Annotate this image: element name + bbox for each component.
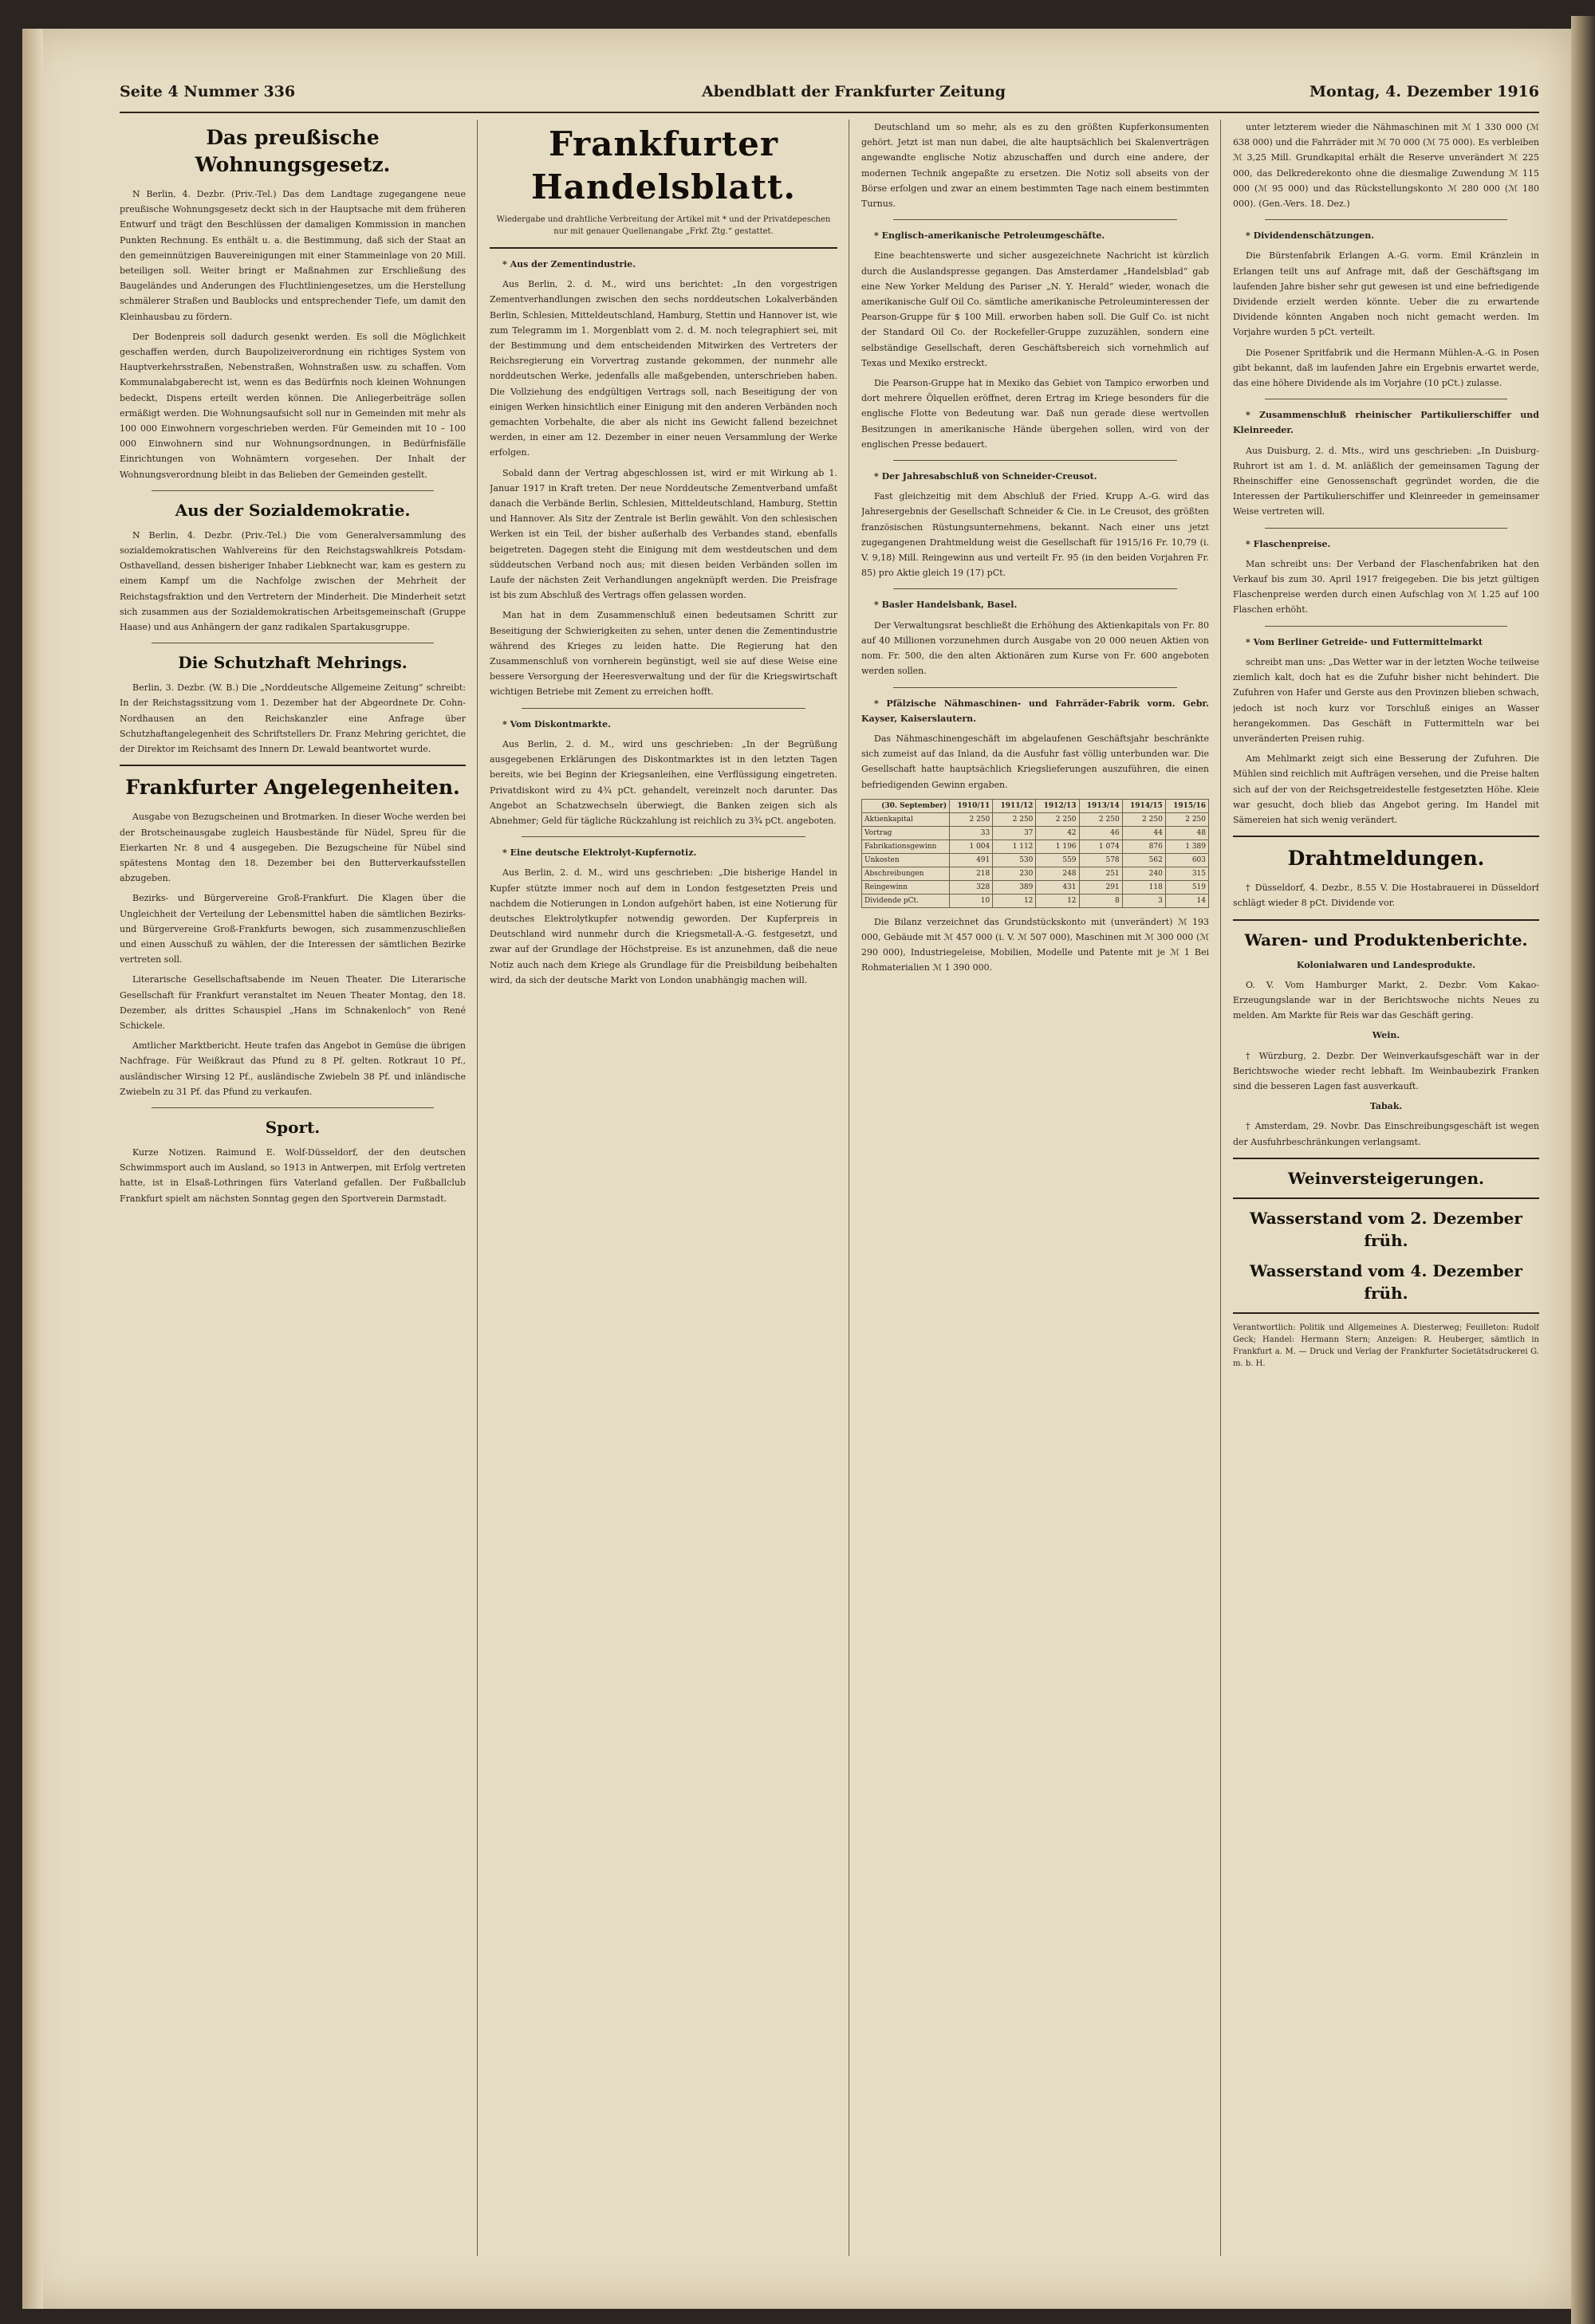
table-cell: 1 074: [1079, 840, 1122, 853]
table-cell: Abschreibungen: [862, 867, 950, 880]
separator: [522, 708, 805, 709]
separator: [522, 836, 805, 837]
table-cell: 3: [1122, 894, 1165, 907]
section-rule: [1233, 1197, 1539, 1199]
section-heading: Waren- und Produktenberichte.: [1244, 930, 1528, 950]
table-cell: 328: [950, 880, 993, 894]
table-cell: 2 250: [993, 812, 1036, 826]
table-cell: 578: [1079, 853, 1122, 867]
table-cell: 218: [950, 867, 993, 880]
article-paragraph: † Amsterdam, 29. Novbr. Das Einschreibungsgeschäft ist wegen der Ausfuhrbeschränkungen verlangsamt.: [1233, 1121, 1539, 1147]
article-heading-inline: * Vom Diskontmarkte.: [502, 718, 611, 729]
section-rule: [1233, 1158, 1539, 1159]
article-paragraph: Literarische Gesellschaftsabende im Neuen Theater. Die Literarische Gesellschaft für Frankfurt veranstaltet im Neuen Theater Montag, den 18. Dezember, als drittes Schauspiel „Hans im Schnakenloch“ von René Schickele.: [120, 974, 466, 1031]
table-cell: 230: [993, 867, 1036, 880]
table-cell: 431: [1036, 880, 1079, 894]
table-row: [862, 867, 1209, 880]
article-paragraph: Am Mehlmarkt zeigt sich eine Besserung der Zufuhren. Die Mühlen sind reichlich mit Aufträgen versehen, und die Preise halten sich auf der von der Reichsgetreidestelle festgesetzten Höhe. Kleie war gesucht, doch blieb das Angebot gering. Im Handel mit Sämereien hat sich wenig verändert.: [1233, 753, 1539, 825]
article-paragraph: Eine beachtenswerte und sicher ausgezeichnete Nachricht ist kürzlich durch die Auslandspresse gegangen. Das Amsterdamer „Handelsblad“ gab eine New Yorker Meldung des Pariser „N. Y. Herald“ wieder, wonach die amerikanische Gulf Oil Co. sämtliche amerikanische Petroleuminteressen der Pearson-Gruppe für $ 100 Mill. erworben haben soll. Die Gulf Co. ist nicht der Standard Oil Co. der Rockefeller-Gruppe zuzuzählen, sondern eine selbständige Gesellschaft, deren Geschäftsbereich sich vornehmlich auf Texas und Mexiko erstreckt.: [861, 250, 1209, 368]
table-cell: 44: [1122, 826, 1165, 840]
separator: [152, 490, 434, 491]
table-cell: 2 250: [1036, 812, 1079, 826]
article-heading-inline: * Pfälzische Nähmaschinen- und Fahrräder-Fabrik vorm. Gebr. Kayser, Kaiserslautern.: [861, 698, 1209, 724]
table-row: [862, 894, 1209, 907]
article-heading-inline: * Eine deutsche Elektrolyt-Kupfernotiz.: [502, 847, 697, 859]
separator: [893, 460, 1177, 461]
table-cell: 48: [1165, 826, 1208, 840]
article-heading-inline: * Der Jahresabschluß von Schneider-Creusot.: [874, 471, 1097, 482]
article-paragraph: Aus Berlin, 2. d. M., wird uns geschrieben: „Die bisherige Handel in Kupfer stützte immer noch auf dem in London festgesetzten Preis und nachdem die Notierungen in London aufgehört haben, ist eine Notierung für deutsches Elektrolytkupfer notwendig geworden. Der Kupferpreis in Deutschland wird nunmehr durch die Kriegsmetall-A.-G. festgesetzt, und zwar auf der Grundlage der Höchstpreise. Es ist anzunehmen, daß die neue Notiz auch nach dem Kriege als Grundlage für die Preisbildung beibehalten wird, da sich der deutsche Markt von London unabhängig machen will.: [490, 867, 837, 985]
table-cell: 8: [1079, 894, 1122, 907]
section-heading: Frankfurter Angelegenheiten.: [125, 776, 460, 800]
article-paragraph: Aus Berlin, 2. d. M., wird uns geschrieben: „In der Begrüßung ausgegebenen Erklärungen des Diskontmarktes ist in den letzten Tagen bereits, wie bei Beginn der Kriegsanleihen, eine Verflüssigung eingetreten. Privatdiskont wird zu 4¾ pCt. gehandelt, vereinzelt noch darunter. Das Angebot an Schatzwechseln überwiegt, die Banken zeigen sich als Abnehmer; Geld für tägliche Rückzahlung ist reichlich zu 3¾ pCt. angeboten.: [490, 738, 837, 826]
table-header-cell: 1913/14: [1079, 799, 1122, 812]
subheading: Tabak.: [1369, 1101, 1403, 1112]
table-cell: 251: [1079, 867, 1122, 880]
table-cell: 1 112: [993, 840, 1036, 853]
table-header-row: [862, 799, 1209, 812]
section-heading: Weinversteigerungen.: [1288, 1168, 1484, 1188]
table-cell: 33: [950, 826, 993, 840]
table-header-cell: 1914/15: [1122, 799, 1165, 812]
table-cell: 2 250: [950, 812, 993, 826]
page-header: [120, 83, 1539, 115]
issue-date: Montag, 4. Dezember 1916: [1309, 83, 1539, 100]
article-heading-inline: * Basler Handelsbank, Basel.: [874, 600, 1018, 611]
section-rule: [120, 765, 466, 766]
paper-title: Abendblatt der Frankfurter Zeitung: [702, 83, 1006, 100]
table-cell: Dividende pCt.: [862, 894, 950, 907]
table-cell: 2 250: [1165, 812, 1208, 826]
table-header-cell: 1910/11: [950, 799, 993, 812]
article-paragraph: Bezirks- und Bürgervereine Groß-Frankfurt. Die Klagen über die Ungleichheit der Verteilung der Lebensmittel haben die sämtlichen Bezirks- und Bürgervereine Groß-Frankfurts bewogen, sich zusammenzuschließen und einen Ausschuß zu wählen, der die Interessen der sämtlichen Bezirke vertreten soll.: [120, 893, 466, 965]
section-heading: Sport.: [265, 1117, 321, 1137]
article-paragraph: Die Pearson-Gruppe hat in Mexiko das Gebiet von Tampico erworben und dort mehrere Ölquellen eröffnet, deren Ertrag im Kriege besonders für die englische Flotte von Bedeutung war. Daß nun gerade diese wertvollen Besitzungen in amerikanische Hände übergehen sollen, wird von der englischen Presse bedauert.: [861, 378, 1209, 450]
table-body: [862, 812, 1209, 907]
column-rule: [477, 120, 478, 2256]
table-cell: 876: [1122, 840, 1165, 853]
section-rule: [490, 247, 837, 249]
table-header-cell: 1915/16: [1165, 799, 1208, 812]
table-cell: Aktienkapital: [862, 812, 950, 826]
article-paragraph: Deutschland um so mehr, als es zu den größten Kupferkonsumenten gehört. Jetzt ist man nun dabei, die alte hauptsächlich bei Skalenverträgen angewandte englische Notiz abzuschaffen und durch eine andere, der modernen Technik angepaßte zu ersetzen. Die Notiz soll abseits von der Börse erfolgen und zwar an einem bestimmten Tage nach einem bestimmten Turnus.: [861, 122, 1209, 210]
table-row: [862, 853, 1209, 867]
article-paragraph: Die Bilanz verzeichnet das Grundstückskonto mit (unverändert) ℳ 193 000, Gebäude mit ℳ 457 000 (i. V. ℳ 507 000), Maschinen mit ℳ 300 000 (ℳ 290 000), Industriegeleise, Mobilien, Modelle und Patente mit je ℳ 1 Bei Rohmaterialien ℳ 1 390 000.: [861, 916, 1209, 973]
article-paragraph: Die Posener Spritfabrik und die Hermann Mühlen-A.-G. in Posen gibt bekannt, daß im laufenden Jahre ein Ergebnis erwartet werde, das eine höhere Dividende als im Vorjahre (10 pCt.) zulasse.: [1233, 347, 1539, 389]
article-paragraph: Kurze Notizen. Raimund E. Wolf-Düsseldorf, der den deutschen Schwimmsport auch im Ausland, so 1913 in Antwerpen, mit Erfolg vertreten hatte, ist in Elsaß-Lothringen fürs Vaterland gefallen. Der Fußballclub Frankfurt spielt am nächsten Sonntag gegen den Sportverein Darmstadt.: [120, 1146, 466, 1204]
table-cell: 562: [1122, 853, 1165, 867]
masthead-subtitle: Wiedergabe und drahtliche Verbreitung der Artikel mit * und der Privatdepeschen nur mit genauer Quellenangabe „Frkf. Ztg.“ gestattet.: [496, 215, 831, 236]
table-header-cell: 1912/13: [1036, 799, 1079, 812]
table-cell: 291: [1079, 880, 1122, 894]
table-cell: 491: [950, 853, 993, 867]
article-paragraph: Ausgabe von Bezugscheinen und Brotmarken. In dieser Woche werden bei der Brotscheinausgabe zugleich Hausbestände für Nüdel, Spreu für die Eierkarten Nr. 8 und 4 ausgegeben. Die Bezugscheine für Nübel sind spätestens Montag den 18. Dezember bei den Butterverkaufsstellen abzugeben.: [120, 812, 466, 884]
table-row: [862, 812, 1209, 826]
table-cell: 12: [993, 894, 1036, 907]
article-heading-inline: * Vom Berliner Getreide- und Futtermittelmarkt: [1246, 636, 1483, 647]
table-cell: 12: [1036, 894, 1079, 907]
section-rule: [1233, 1312, 1539, 1314]
table-cell: 530: [993, 853, 1036, 867]
article-paragraph: N Berlin, 4. Dezbr. (Priv.-Tel.) Das dem Landtage zugegangene neue preußische Wohnungsgesetz deckt sich in der Hauptsache mit dem früheren Entwurf und trägt den Beschlüssen der damaligen Kommission in manchen Punkten Rechnung. Es enthält u. a. die Bestimmung, daß sich der Staat an den gemeinnützigen Bauvereinigungen mit einer Stammeinlage von 20 Mill. beteiligen soll. Weiter bringt er Maßnahmen zur Erschließung des Baugeländes und Anderungen des Fluchtliniengesetzes, um die Herstellung schmälerer Straßen und Baublocks und entsprechender Tiefe, um damit den Kleinhausbau zu fördern.: [120, 189, 466, 322]
separator: [893, 588, 1177, 589]
column-rule: [1220, 120, 1221, 2256]
article-paragraph: Man schreibt uns: Der Verband der Flaschenfabriken hat den Verkauf bis zum 30. April 1917 freigegeben. Die bis jetzt gültigen Flaschenpreise werden durch einen Aufschlag von ℳ 1.25 auf 100 Flaschen erhöht.: [1233, 558, 1539, 615]
table-cell: Vortrag: [862, 826, 950, 840]
table-cell: 42: [1036, 826, 1079, 840]
article-heading: Die Schutzhaft Mehrings.: [178, 653, 408, 673]
table-cell: 118: [1122, 880, 1165, 894]
table-cell: 315: [1165, 867, 1208, 880]
article-paragraph: O. V. Vom Hamburger Markt, 2. Dezbr. Vom Kakao-Erzeugungslande war in der Berichtswoche nichts Neues zu melden. Am Markte für Reis war das Geschäft gering.: [1233, 979, 1539, 1021]
separator: [1265, 528, 1507, 529]
section-heading: Wasserstand vom 2. Dezember früh.: [1250, 1208, 1522, 1250]
article-heading-inline: * Aus der Zementindustrie.: [502, 259, 636, 269]
section-masthead: Frankfurter Handelsblatt.: [530, 124, 797, 206]
balance-table: [861, 799, 1209, 908]
table-cell: 2 250: [1122, 812, 1165, 826]
section-heading: Drahtmeldungen.: [1287, 847, 1485, 871]
article-paragraph: Aus Berlin, 2. d. M., wird uns berichtet: „In den vorgestrigen Zementverhandlungen zwischen den sechs norddeutschen Lokalverbänden Berlin, Schlesien, Mitteldeutschland, Hamburg, Stettin und Hannover ist, wie zum Telegramm im 1. Morgenblatt vom 2. d. M. noch telegraphiert sei, mit der Bestimmung und dem entscheidenden Mitwirken des Vertreters der Reichsregierung ein Vorvertrag zustande gekommen, der nunmehr alle norddeutschen Werke, jedenfalls alle maßgebenden, unterschrieben haben. Die Vollziehung des endgültigen Vertrags soll, nach Beseitigung der von einigen Werken hinsichtlich einer Einigung mit den anderen Verbänden noch gemachten Vorbehalte, die aber als nicht ins Gewicht fallend bezeichnet werden, in einer am 12. Dezember in einer neuen Versammlung der Werke erfolgen.: [490, 279, 837, 458]
table-cell: 10: [950, 894, 993, 907]
article-paragraph: Man hat in dem Zusammenschluß einen bedeutsamen Schritt zur Beseitigung der Schwierigkeiten zu sehen, unter denen die Zementindustrie während des Krieges zu leiden hatte. Die Regierung hat den Zusammenschluß von vornherein begünstigt, weil sie auf diese Weise eine bessere Versorgung der Heeresverwaltung und der für die Kriegswirtschaft wichtigen Betriebe mit Zement zu erreichen hofft.: [490, 610, 837, 698]
article-heading-inline: * Dividendenschätzungen.: [1246, 230, 1375, 242]
column-2: [490, 120, 837, 2264]
section-heading: Wasserstand vom 4. Dezember früh.: [1250, 1260, 1522, 1303]
table-cell: 1 004: [950, 840, 993, 853]
subheading: Kolonialwaren und Landesprodukte.: [1296, 959, 1476, 970]
article-heading: Aus der Sozialdemokratie.: [175, 500, 411, 520]
article-paragraph: N Berlin, 4. Dezbr. (Priv.-Tel.) Die vom Generalversammlung des sozialdemokratischen Wahlvereins für den Reichstagswahlkreis Potsdam-Osthavelland, dessen bisheriger Inhaber Liebknecht war, kam es gestern zu einem Kampf um die Nachfolge zwischen der Mehrheit der Reichstagsfraktion und den Vertretern der Minderheit. Die Minderheit setzt sich zusammen aus der Sozialdemokratischen Arbeitsgemeinschaft (Gruppe Haase) und aus Anhängern der ganz radikalen Spartakusgruppe.: [120, 529, 466, 633]
table-cell: 519: [1165, 880, 1208, 894]
section-rule: [1233, 919, 1539, 921]
table-header-cell: 1911/12: [993, 799, 1036, 812]
article-paragraph: Aus Duisburg, 2. d. Mts., wird uns geschrieben: „In Duisburg-Ruhrort ist am 1. d. M. anläßlich der gemeinsamen Tagung der Rheinschiffer eine Genossenschaft gegründet worden, die die Interessen der Partikulierschiffer und Kleinreeder in gemeinsamer Weise vertreten will.: [1233, 445, 1539, 517]
article-paragraph: Der Verwaltungsrat beschließt die Erhöhung des Aktienkapitals von Fr. 80 auf 40 Millionen vorzunehmen durch Ausgabe von 20 000 neuen Aktien von nom. Fr. 500, die den alten Aktionären zum Kurse von Fr. 600 angeboten werden sollen.: [861, 619, 1209, 677]
table-cell: 1 196: [1036, 840, 1079, 853]
table-cell: Unkosten: [862, 853, 950, 867]
article-paragraph: unter letzterem wieder die Nähmaschinen mit ℳ 1 330 000 (ℳ 638 000) und die Fahrräder mit ℳ 70 000 (ℳ 75 000). Es verbleiben ℳ 3,25 Mill. Grundkapital erhält die Reserve unverändert ℳ 225 000, das Delkrederekonto ohne die diesmalige Zuwendung ℳ 115 000 (ℳ 95 000) und das Rückstellungskonto ℳ 280 000 (ℳ 180 000). (Gen.-Vers. 18. Dez.): [1233, 122, 1539, 210]
article-paragraph: † Würzburg, 2. Dezbr. Der Weinverkaufsgeschäft war in der Berichtswoche wieder recht lebhaft. Im Weinbaubezirk Franken sind die besseren Lagen fast ausverkauft.: [1233, 1050, 1539, 1091]
table-row: [862, 840, 1209, 853]
separator: [893, 219, 1177, 220]
column-4: [1233, 120, 1539, 2264]
article-paragraph: Berlin, 3. Dezbr. (W. B.) Die „Norddeutsche Allgemeine Zeitung“ schreibt: In der Reichstagssitzung vom 1. Dezember hat der Abgeordnete Dr. Cohn-Nordhausen an den Reichskanzler eine Anfrage über Schutzhaftangelegenheit des Schriftstellers Dr. Franz Mehring gerichtet, die der Direktor im Reichsamt des Innern Dr. Lewald beantwortet wurde.: [120, 682, 466, 755]
table-cell: 37: [993, 826, 1036, 840]
separator: [1265, 626, 1507, 627]
table-cell: 248: [1036, 867, 1079, 880]
subheading: Wein.: [1372, 1030, 1400, 1041]
table-cell: 240: [1122, 867, 1165, 880]
article-heading-inline: * Zusammenschluß rheinischer Partikulierschiffer und Kleinreeder.: [1233, 410, 1539, 436]
imprint: Verantwortlich: Politik und Allgemeines A. Diesterweg; Feuilleton: Rudolf Geck; Handel: Hermann Stern; Anzeigen: R. Heuberger, sämtlich in Frankfurt a. M. — Druck und Verlag der Frankfurter Societätsdruckerei G. m. b. H.: [1233, 1323, 1539, 1368]
article-paragraph: Amtlicher Marktbericht. Heute trafen das Angebot in Gemüse die übrigen Nachfrage. Für Weißkraut das Pfund zu 8 Pf. gelten. Rotkraut 10 Pf., ausländischer Wirsing 12 Pf., ausländische Zwiebeln 38 Pf. und inländische Zwiebeln zu 31 Pf. das Pfund zu verkaufen.: [120, 1040, 466, 1097]
page-stack-edge: [1571, 16, 1595, 2324]
table-cell: 2 250: [1079, 812, 1122, 826]
article-heading-inline: * Flaschenpreise.: [1246, 538, 1331, 549]
article-paragraph: Sobald dann der Vertrag abgeschlossen ist, wird er mit Wirkung ab 1. Januar 1917 in Kraft treten. Der neue Norddeutsche Zementverband umfaßt danach die Verbände Berlin, Schlesien, Mitteldeutschland, Hamburg, Stettin und Hannover. Als Sitz der Zentrale ist Berlin gewählt. Von den schlesischen Werken ist ein Teil, der bisher außerhalb des Verbandes stand, ebenfalls beigetreten. Dagegen steht die Einigung mit dem westdeutschen und dem süddeutschen Verband noch aus; mit diesen beiden Verbänden sollen im Laufe der nächsten Zeit Verhandlungen angeknüpft werden. Die Preisfrage ist bis zum Abschluß des Vertrags offen gelassen worden.: [490, 467, 837, 601]
article-heading: Das preußische Wohnungsgesetz.: [195, 126, 391, 176]
table-cell: 14: [1165, 894, 1208, 907]
separator: [1265, 219, 1507, 220]
article-paragraph: Die Bürstenfabrik Erlangen A.-G. vorm. Emil Kränzlein in Erlangen teilt uns auf Anfrage mit, daß der Geschäftsgang im laufenden Jahre bisher sehr gut gewesen ist und eine befriedigende Dividende erzielt werden könnte. Ueber die zu erwartende Dividende könnten Angaben noch nicht gemacht werden. Im Vorjahre wurden 5 pCt. verteilt.: [1233, 250, 1539, 338]
table-cell: Reingewinn: [862, 880, 950, 894]
table-cell: Fabrikationsgewinn: [862, 840, 950, 853]
article-paragraph: † Düsseldorf, 4. Dezbr., 8.55 V. Die Hostabrauerei in Düsseldorf schlägt wieder 8 pCt. Dividende vor.: [1233, 883, 1539, 909]
binding-gutter: [22, 29, 43, 2309]
table-cell: 46: [1079, 826, 1122, 840]
separator: [152, 1107, 434, 1108]
article-paragraph: schreibt man uns: „Das Wetter war in der letzten Woche teilweise ziemlich kalt, doch hat es die Zufuhr bisher nicht behindert. Die Zufuhren von Hafer und Gerste aus den Provinzen blieben schwach, jedoch ist noch kurz vor Torschluß einiges an Wasser herangekommen. Das Geschäft in Futtermitteln war bei unveränderten Preisen ruhig.: [1233, 656, 1539, 744]
column-3: [861, 120, 1209, 2264]
article-paragraph: Der Bodenpreis soll dadurch gesenkt werden. Es soll die Möglichkeit geschaffen werden, durch Baupolizeiverordnung ein richtiges System von Hauptverkehrsstraßen, Nebenstraßen, Wohnstraßen usw. zu schaffen. Vom Kommunalabgaberecht ist, wenn es das Bedürfnis noch kleinen Wohnungen bedeckt, Dispens erteilt werden können. Die Anliegerbeiträge sollen ermäßigt werden. Die Wohnungsaufsicht soll nur in Gemeinden mit mehr als 100 000 Einwohnern vorgeschrieben werden. Für Gemeinden mit 10 – 100 000 Einwohnern sind nur Wohnungsordnungen, in Bedürfnisfälle Einrichtungen von Wohnämtern vorgesehen. Der Inhalt der Wohnungsverordnung bleibt in das Belieben der Gemeinden gestellt.: [120, 331, 466, 480]
article-paragraph: Das Nähmaschinengeschäft im abgelaufenen Geschäftsjahr beschränkte sich zumeist auf das Inland, da die Ausfuhr fast völlig unterbunden war. Die Gesellschaft hatte hauptsächlich Kriegslieferungen auszuführen, die einen befriedigenden Gewinn ergaben.: [861, 733, 1209, 790]
article-heading-inline: * Englisch-amerikanische Petroleumgeschäfte.: [874, 230, 1105, 242]
table-header-cell: (30. September): [862, 799, 950, 812]
table-cell: 559: [1036, 853, 1079, 867]
table-cell: 1 389: [1165, 840, 1208, 853]
table-row: [862, 826, 1209, 840]
table-row: [862, 880, 1209, 894]
article-paragraph: Fast gleichzeitig mit dem Abschluß der Fried. Krupp A.-G. wird das Jahresergebnis der Gesellschaft Schneider & Cie. in Le Creusot, des größten französischen Rüstungsunternehmens, bekannt. Nach einer uns jetzt zugegangenen Drahtmeldung weist die Gesellschaft für 1915/16 Fr. 10,79 (i. V. 9,18) Mill. Reingewinn aus und verteilt Fr. 95 (in den beiden Vorjahren Fr. 85) pro Aktie gleich 19 (17) pCt.: [861, 491, 1209, 579]
section-rule: [1233, 836, 1539, 837]
table-cell: 389: [993, 880, 1036, 894]
table-cell: 603: [1165, 853, 1208, 867]
page-number: Seite 4 Nummer 336: [120, 83, 296, 100]
separator: [893, 687, 1177, 688]
column-1: [120, 120, 466, 2264]
header-rule: [120, 112, 1539, 113]
